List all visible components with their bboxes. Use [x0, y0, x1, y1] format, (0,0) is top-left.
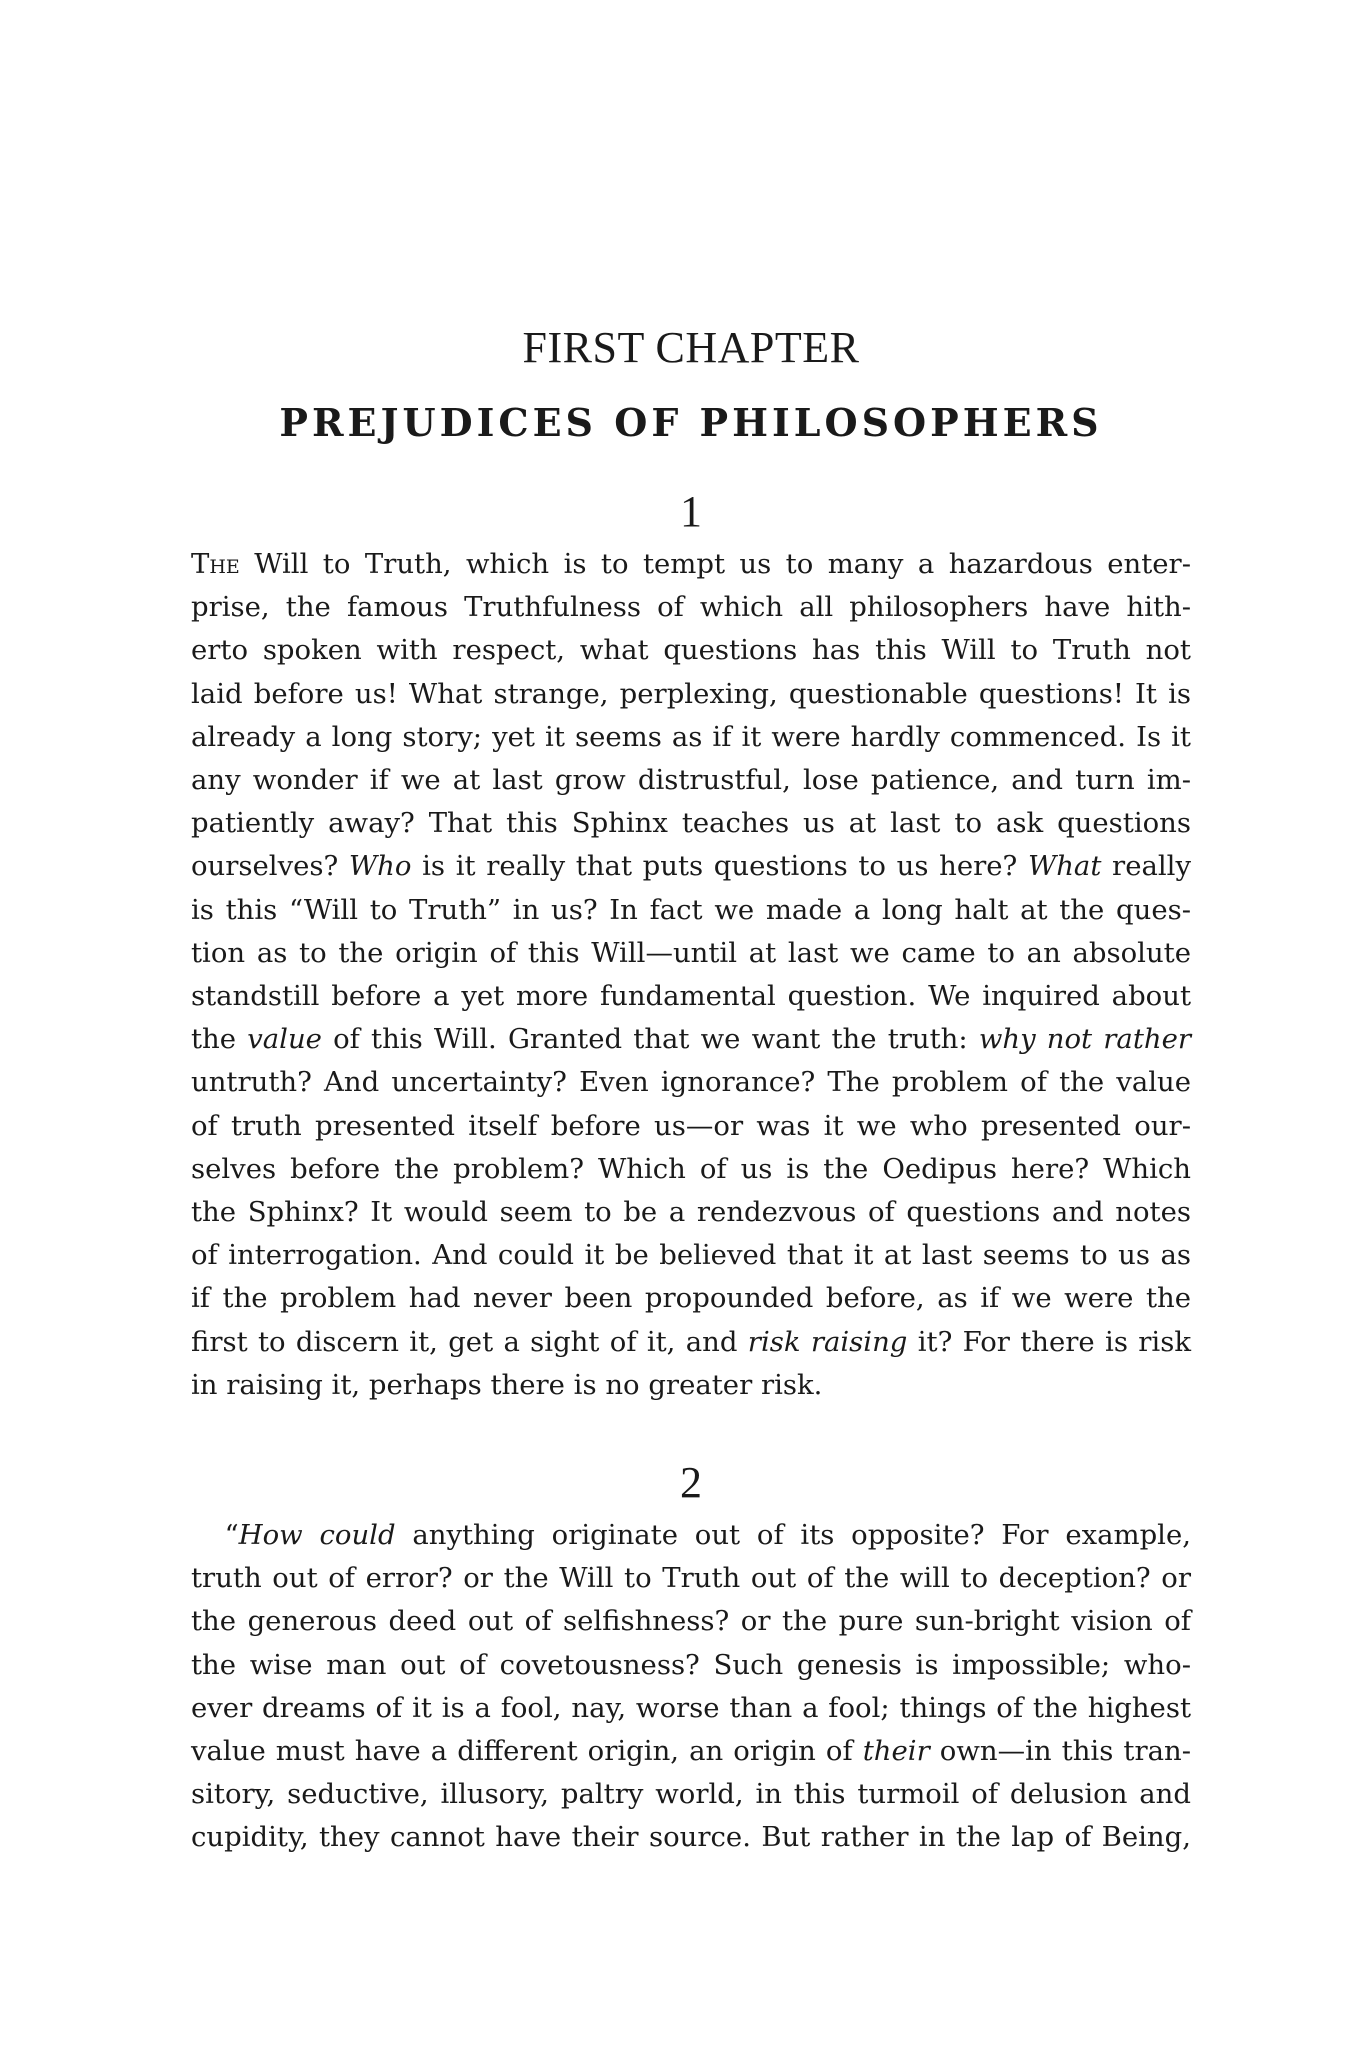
paragraph-line: of truth presented itself before us—or was it we who presented our-	[191, 1109, 1191, 1142]
paragraph-line: ever dreams of it is a fool, nay, worse than a fool; things of the highest	[191, 1691, 1191, 1724]
chapter-label: FIRST CHAPTER	[522, 323, 860, 372]
paragraph-line: standstill before a yet more fundamental question. We inquired about	[191, 980, 1191, 1013]
paragraph-line: of interrogation. And could it be believed that it at last seems to us as	[191, 1239, 1191, 1272]
paragraph-line: truth out of error? or the Will to Truth out of the will to deception? or	[191, 1562, 1191, 1595]
paragraph-line: “How could anything originate out of its opposite? For example,	[191, 1519, 1191, 1551]
paragraph-line: ourselves? Who is it really that puts questions to us here? What really	[191, 850, 1191, 883]
paragraph-line: the value of this Will. Granted that we want the truth: why not rather	[191, 1023, 1192, 1056]
paragraph-line: laid before us! What strange, perplexing, questionable questions! It is	[191, 677, 1191, 710]
paragraph-line: value must have a different origin, an origin of their own—in this tran-	[191, 1735, 1191, 1768]
paragraph-line: erto spoken with respect, what questions has this Will to Truth not	[191, 634, 1191, 667]
paragraph-line: is this “Will to Truth” in us? In fact we made a long halt at the ques-	[191, 893, 1191, 926]
paragraph-line: tion as to the origin of this Will—until at last we came to an absolute	[191, 936, 1191, 969]
paragraph-line: if the problem had never been propounded before, as if we were the	[191, 1282, 1191, 1315]
chapter-title: PREJUDICES OF PHILOSOPHERS	[279, 400, 1103, 445]
paragraph-line: selves before the problem? Which of us is the Oedipus here? Which	[191, 1152, 1191, 1185]
paragraph-line: already a long story; yet it seems as if it were hardly commenced. Is it	[191, 720, 1191, 753]
paragraph-line: any wonder if we at last grow distrustful, lose patience, and turn im-	[191, 764, 1191, 797]
paragraph-line: sitory, seductive, illusory, paltry world, in this turmoil of delusion and	[191, 1778, 1191, 1811]
section-1-paragraph	[191, 543, 1191, 1407]
section-number-1: 1	[680, 487, 702, 536]
paragraph-line: patiently away? That this Sphinx teaches us at last to ask questions	[191, 807, 1191, 840]
section-number-2: 2	[680, 1458, 702, 1507]
paragraph-line: the generous deed out of selfishness? or the pure sun-bright vision of	[191, 1605, 1191, 1638]
paragraph-line: The Will to Truth, which is to tempt us to many a hazardous enter-	[191, 548, 1191, 580]
paragraph-line: cupidity, they cannot have their source. But rather in the lap of Being,	[191, 1821, 1191, 1854]
paragraph-line: in raising it, perhaps there is no greater risk.	[191, 1368, 823, 1401]
paragraph-line: first to discern it, get a sight of it, and risk raising it? For there is risk	[191, 1325, 1191, 1358]
paragraph-line: the wise man out of covetousness? Such genesis is impossible; who-	[191, 1648, 1191, 1681]
section-2-paragraph	[191, 1514, 1191, 1860]
paragraph-line: untruth? And uncertainty? Even ignorance? The problem of the value	[191, 1066, 1191, 1099]
paragraph-line: the Sphinx? It would seem to be a rendezvous of questions and notes	[191, 1196, 1191, 1229]
paragraph-line: prise, the famous Truthfulness of which all philosophers have hith-	[191, 591, 1191, 624]
smallcaps-opening: The	[191, 548, 240, 580]
